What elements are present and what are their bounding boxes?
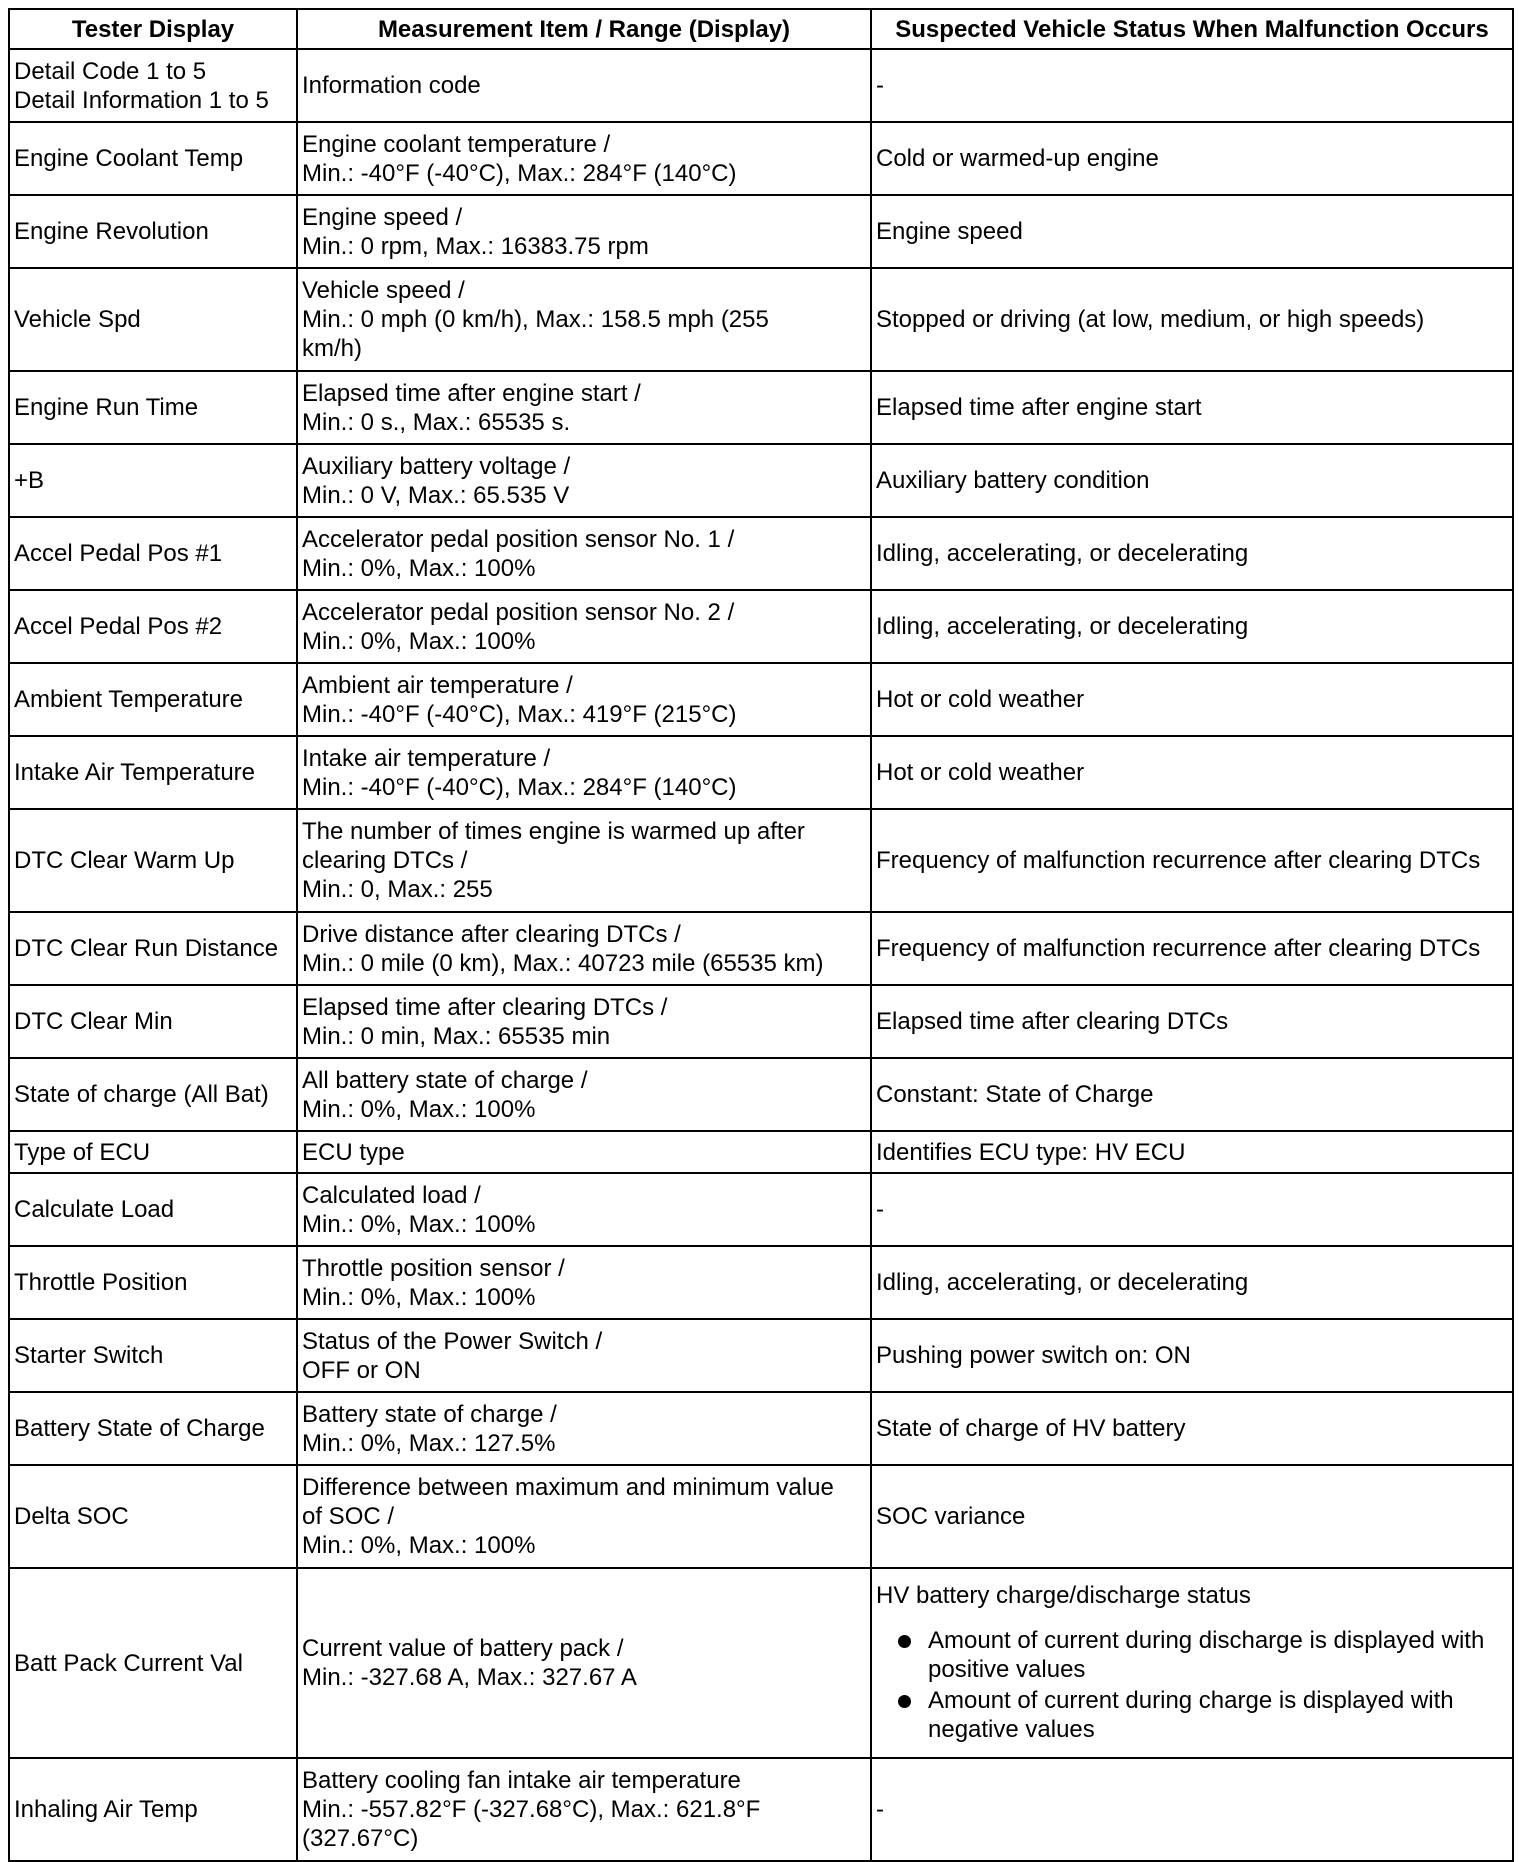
tester-display-text: Delta SOC xyxy=(14,1503,129,1530)
tester-display-cell xyxy=(9,1131,297,1173)
table-row xyxy=(9,1392,1513,1465)
status-cell xyxy=(871,985,1513,1058)
measurement-cell xyxy=(297,517,871,590)
tester-display-text: Detail Code 1 to 5 Detail Information 1 to 5 xyxy=(14,57,269,114)
status-text: Pushing power switch on: ON xyxy=(876,1342,1191,1369)
header-tester-display: Tester Display xyxy=(9,9,297,49)
status-cell xyxy=(871,1758,1513,1861)
measurement-cell xyxy=(297,912,871,985)
tester-display-text: State of charge (All Bat) xyxy=(14,1081,269,1108)
measurement-cell xyxy=(297,809,871,912)
measurement-cell xyxy=(297,268,871,371)
table-row xyxy=(9,1131,1513,1173)
tester-display-cell xyxy=(9,1465,297,1568)
tester-display-text: Throttle Position xyxy=(14,1269,188,1296)
measurement-text: Information code xyxy=(302,72,481,99)
measurement-cell xyxy=(297,1392,871,1465)
tester-display-text: DTC Clear Min xyxy=(14,1008,173,1035)
tester-display-cell xyxy=(9,517,297,590)
measurement-text: Ambient air temperature / Min.: -40°F (-40°C), Max.: 419°F (215°C) xyxy=(302,671,737,728)
table-row xyxy=(9,736,1513,809)
bullet-icon xyxy=(898,1635,911,1648)
measurement-cell xyxy=(297,1173,871,1246)
status-text: Elapsed time after engine start xyxy=(876,394,1202,421)
tester-display-cell xyxy=(9,590,297,663)
table-row xyxy=(9,444,1513,517)
table-row xyxy=(9,268,1513,371)
status-cell xyxy=(871,371,1513,444)
status-text: - xyxy=(876,1196,884,1223)
measurement-text: Throttle position sensor / Min.: 0%, Max.: 100% xyxy=(302,1254,565,1311)
bullet-text: Amount of current during discharge is displayed with positive values xyxy=(928,1626,1485,1683)
measurement-text: ECU type xyxy=(302,1138,405,1166)
measurement-text: Engine speed / Min.: 0 rpm, Max.: 16383.75 rpm xyxy=(302,203,649,260)
measurement-cell xyxy=(297,1758,871,1861)
tester-display-cell xyxy=(9,195,297,268)
tester-display-text: Accel Pedal Pos #2 xyxy=(14,613,223,640)
status-bullet-list xyxy=(876,1626,1508,1744)
status-text: SOC variance xyxy=(876,1503,1026,1530)
measurement-cell xyxy=(297,122,871,195)
tester-display-text: DTC Clear Run Distance xyxy=(14,935,279,962)
tester-display-cell xyxy=(9,736,297,809)
measurement-text: Intake air temperature / Min.: -40°F (-40°C), Max.: 284°F (140°C) xyxy=(302,744,737,801)
tester-display-cell xyxy=(9,912,297,985)
status-text: Cold or warmed-up engine xyxy=(876,145,1159,172)
status-text: Idling, accelerating, or decelerating xyxy=(876,613,1249,640)
measurement-cell xyxy=(297,663,871,736)
measurement-cell xyxy=(297,1131,871,1173)
status-text: Hot or cold weather xyxy=(876,686,1085,713)
table-row xyxy=(9,1173,1513,1246)
tester-display-text: Type of ECU xyxy=(14,1138,151,1166)
data-list-table xyxy=(8,8,1514,1862)
tester-display-cell xyxy=(9,122,297,195)
status-text: HV battery charge/discharge status xyxy=(876,1581,1251,1609)
tester-display-cell xyxy=(9,1392,297,1465)
status-cell xyxy=(871,195,1513,268)
status-cell xyxy=(871,736,1513,809)
header-row xyxy=(9,9,1513,49)
status-cell xyxy=(871,122,1513,195)
status-cell xyxy=(871,590,1513,663)
measurement-text: Accelerator pedal position sensor No. 2 / Min.: 0%, Max.: 100% xyxy=(302,598,735,655)
status-cell xyxy=(871,1173,1513,1246)
tester-display-cell xyxy=(9,985,297,1058)
status-cell xyxy=(871,663,1513,736)
status-text: Idling, accelerating, or decelerating xyxy=(876,1269,1249,1296)
measurement-cell xyxy=(297,1058,871,1131)
tester-display-text: Engine Run Time xyxy=(14,394,199,421)
measurement-text: All battery state of charge / Min.: 0%, Max.: 100% xyxy=(302,1066,588,1123)
tester-display-cell xyxy=(9,1568,297,1758)
status-text: Hot or cold weather xyxy=(876,759,1085,786)
list-item xyxy=(876,1686,1508,1744)
tester-display-cell xyxy=(9,444,297,517)
measurement-cell xyxy=(297,736,871,809)
measurement-cell xyxy=(297,1246,871,1319)
tester-display-text: DTC Clear Warm Up xyxy=(14,847,235,874)
tester-display-cell xyxy=(9,1246,297,1319)
table-row xyxy=(9,590,1513,663)
measurement-text: Battery state of charge / Min.: 0%, Max.: 127.5% xyxy=(302,1400,557,1457)
table-row xyxy=(9,122,1513,195)
status-cell xyxy=(871,1319,1513,1392)
status-cell xyxy=(871,1246,1513,1319)
measurement-text: Elapsed time after engine start / Min.: 0 s., Max.: 65535 s. xyxy=(302,379,641,436)
status-text: Frequency of malfunction recurrence after clearing DTCs xyxy=(876,847,1481,874)
tester-display-cell xyxy=(9,49,297,122)
tester-display-cell xyxy=(9,809,297,912)
tester-display-text: +B xyxy=(14,467,45,494)
measurement-cell xyxy=(297,195,871,268)
bullet-icon xyxy=(898,1695,911,1708)
table-row xyxy=(9,912,1513,985)
tester-display-text: Vehicle Spd xyxy=(14,306,141,333)
measurement-cell xyxy=(297,1568,871,1758)
tester-display-text: Intake Air Temperature xyxy=(14,759,256,786)
status-cell xyxy=(871,268,1513,371)
table-row xyxy=(9,1758,1513,1861)
measurement-text: Vehicle speed / Min.: 0 mph (0 km/h), Max.: 158.5 mph (255 km/h) xyxy=(302,277,769,362)
status-text: State of charge of HV battery xyxy=(876,1415,1186,1442)
tester-display-cell xyxy=(9,268,297,371)
measurement-text: Calculated load / Min.: 0%, Max.: 100% xyxy=(302,1181,536,1238)
measurement-text: Drive distance after clearing DTCs / Min.: 0 mile (0 km), Max.: 40723 mile (65535 km) xyxy=(302,920,824,977)
status-text: Constant: State of Charge xyxy=(876,1081,1154,1108)
tester-display-text: Batt Pack Current Val xyxy=(14,1649,243,1677)
header-suspected-status: Suspected Vehicle Status When Malfunction Occurs xyxy=(871,9,1513,49)
status-text: Engine speed xyxy=(876,218,1023,245)
table-row xyxy=(9,663,1513,736)
status-cell xyxy=(871,1058,1513,1131)
status-text: - xyxy=(876,72,884,99)
tester-display-text: Calculate Load xyxy=(14,1196,175,1223)
status-cell xyxy=(871,1131,1513,1173)
tester-display-text: Ambient Temperature xyxy=(14,686,244,713)
tester-display-text: Engine Coolant Temp xyxy=(14,145,244,172)
measurement-text: Accelerator pedal position sensor No. 1 / Min.: 0%, Max.: 100% xyxy=(302,525,735,582)
tester-display-cell xyxy=(9,371,297,444)
measurement-text: Current value of battery pack / Min.: -327.68 A, Max.: 327.67 A xyxy=(302,1635,637,1691)
tester-display-text: Engine Revolution xyxy=(14,218,209,245)
measurement-text: Engine coolant temperature / Min.: -40°F (-40°C), Max.: 284°F (140°C) xyxy=(302,130,737,187)
tester-display-cell xyxy=(9,1319,297,1392)
status-cell xyxy=(871,49,1513,122)
tester-display-text: Accel Pedal Pos #1 xyxy=(14,540,223,567)
status-text: Identifies ECU type: HV ECU xyxy=(876,1138,1186,1166)
status-cell xyxy=(871,809,1513,912)
status-cell xyxy=(871,1568,1513,1758)
status-text: Idling, accelerating, or decelerating xyxy=(876,540,1249,567)
tester-display-cell xyxy=(9,663,297,736)
status-text: Stopped or driving (at low, medium, or high speeds) xyxy=(876,306,1425,333)
measurement-cell xyxy=(297,371,871,444)
status-text: Frequency of malfunction recurrence after clearing DTCs xyxy=(876,935,1481,962)
measurement-text: The number of times engine is warmed up after clearing DTCs / Min.: 0, Max.: 255 xyxy=(302,818,805,903)
tester-display-text: Battery State of Charge xyxy=(14,1415,265,1442)
measurement-text: Auxiliary battery voltage / Min.: 0 V, Max.: 65.535 V xyxy=(302,452,571,509)
measurement-cell xyxy=(297,1465,871,1568)
measurement-text: Battery cooling fan intake air temperature Min.: -557.82°F (-327.68°C), Max.: 621.8°F (327.67°C) xyxy=(302,1767,761,1852)
measurement-text: Status of the Power Switch / OFF or ON xyxy=(302,1327,603,1384)
list-item xyxy=(876,1626,1508,1684)
tester-display-cell xyxy=(9,1758,297,1861)
measurement-cell xyxy=(297,985,871,1058)
measurement-text: Elapsed time after clearing DTCs / Min.: 0 min, Max.: 65535 min xyxy=(302,993,668,1050)
status-cell xyxy=(871,912,1513,985)
table-row xyxy=(9,371,1513,444)
measurement-cell xyxy=(297,590,871,663)
table-row xyxy=(9,1246,1513,1319)
table-row xyxy=(9,195,1513,268)
table-row xyxy=(9,1568,1513,1758)
tester-display-cell xyxy=(9,1058,297,1131)
measurement-cell xyxy=(297,444,871,517)
status-cell xyxy=(871,444,1513,517)
table-row xyxy=(9,1465,1513,1568)
table-row xyxy=(9,49,1513,122)
status-cell xyxy=(871,1465,1513,1568)
tester-display-text: Starter Switch xyxy=(14,1342,164,1369)
status-text: Auxiliary battery condition xyxy=(876,467,1150,494)
table-row xyxy=(9,1058,1513,1131)
table-row xyxy=(9,517,1513,590)
measurement-cell xyxy=(297,49,871,122)
status-text: - xyxy=(876,1796,884,1823)
table-row xyxy=(9,1319,1513,1392)
measurement-text: Difference between maximum and minimum value of SOC / Min.: 0%, Max.: 100% xyxy=(302,1474,834,1559)
table-row xyxy=(9,809,1513,912)
status-text: Elapsed time after clearing DTCs xyxy=(876,1008,1229,1035)
header-measurement-item: Measurement Item / Range (Display) xyxy=(297,9,871,49)
status-cell xyxy=(871,1392,1513,1465)
bullet-text: Amount of current during charge is displayed with negative values xyxy=(928,1686,1454,1743)
tester-display-text: Inhaling Air Temp xyxy=(14,1796,198,1823)
table-row xyxy=(9,985,1513,1058)
tester-display-cell xyxy=(9,1173,297,1246)
measurement-cell xyxy=(297,1319,871,1392)
status-cell xyxy=(871,517,1513,590)
